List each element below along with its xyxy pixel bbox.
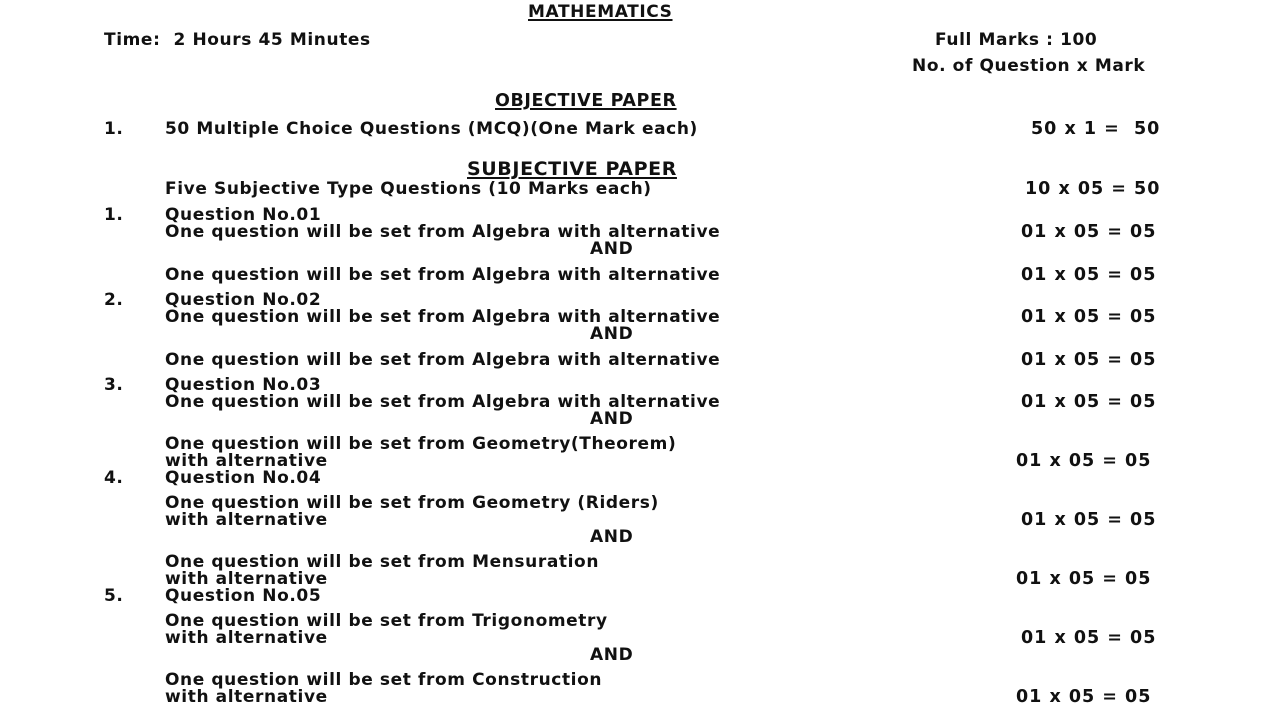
question-part-text-cont: with alternative <box>165 569 328 589</box>
question-number: 4. <box>104 468 124 488</box>
question-part-text: One question will be set from Geometry(Theorem) <box>165 434 677 454</box>
and-separator: AND <box>590 527 634 547</box>
question-part-marks: 01 x 05 = 05 <box>1021 510 1157 530</box>
question-part-text: One question will be set from Algebra with alternative <box>165 265 721 285</box>
question-part-text: One question will be set from Algebra with alternative <box>165 350 721 370</box>
question-part-marks: 01 x 05 = 05 <box>1021 628 1157 648</box>
question-part-text: One question will be set from Algebra with alternative <box>165 307 721 327</box>
question-part-text: One question will be set from Algebra with alternative <box>165 222 721 242</box>
question-part-text: One question will be set from Trigonometry <box>165 611 608 631</box>
question-part-text-cont: with alternative <box>165 628 328 648</box>
question-part-marks: 01 x 05 = 05 <box>1021 265 1157 285</box>
question-part-text-cont: with alternative <box>165 451 328 471</box>
question-part-text-cont: with alternative <box>165 510 328 530</box>
objective-item-number: 1. <box>104 119 124 139</box>
question-part-marks: 01 x 05 = 05 <box>1016 687 1152 707</box>
and-separator: AND <box>590 409 634 429</box>
question-part-marks: 01 x 05 = 05 <box>1021 307 1157 327</box>
question-part-marks: 01 x 05 = 05 <box>1021 392 1157 412</box>
question-number: 1. <box>104 205 124 225</box>
question-title: Question No.03 <box>165 375 322 395</box>
question-title: Question No.05 <box>165 586 322 606</box>
marks-column-header: No. of Question x Mark <box>912 56 1146 76</box>
objective-item-marks: 50 x 1 = 50 <box>1031 119 1161 139</box>
and-separator: AND <box>590 324 634 344</box>
time-allowed: Time: 2 Hours 45 Minutes <box>104 30 371 50</box>
question-part-text: One question will be set from Mensuration <box>165 552 600 572</box>
question-part-text: One question will be set from Geometry (Riders) <box>165 493 659 513</box>
question-part-text: One question will be set from Construction <box>165 670 603 690</box>
question-number: 2. <box>104 290 124 310</box>
and-separator: AND <box>590 239 634 259</box>
full-marks: Full Marks : 100 <box>935 30 1098 50</box>
question-part-text: One question will be set from Algebra with alternative <box>165 392 721 412</box>
question-title: Question No.01 <box>165 205 322 225</box>
question-part-text-cont: with alternative <box>165 687 328 707</box>
objective-item-text: 50 Multiple Choice Questions (MCQ)(One Mark each) <box>165 119 698 139</box>
subjective-summary: Five Subjective Type Questions (10 Marks each) <box>165 179 652 199</box>
objective-heading: OBJECTIVE PAPER <box>495 91 677 111</box>
question-part-marks: 01 x 05 = 05 <box>1016 569 1152 589</box>
question-title: Question No.02 <box>165 290 322 310</box>
question-part-marks: 01 x 05 = 05 <box>1021 350 1157 370</box>
and-separator: AND <box>590 645 634 665</box>
question-number: 5. <box>104 586 124 606</box>
subjective-heading: SUBJECTIVE PAPER <box>467 158 677 180</box>
question-title: Question No.04 <box>165 468 322 488</box>
subjective-summary-marks: 10 x 05 = 50 <box>1025 179 1161 199</box>
question-part-marks: 01 x 05 = 05 <box>1021 222 1157 242</box>
question-part-marks: 01 x 05 = 05 <box>1016 451 1152 471</box>
question-number: 3. <box>104 375 124 395</box>
page-title: MATHEMATICS <box>528 2 673 22</box>
